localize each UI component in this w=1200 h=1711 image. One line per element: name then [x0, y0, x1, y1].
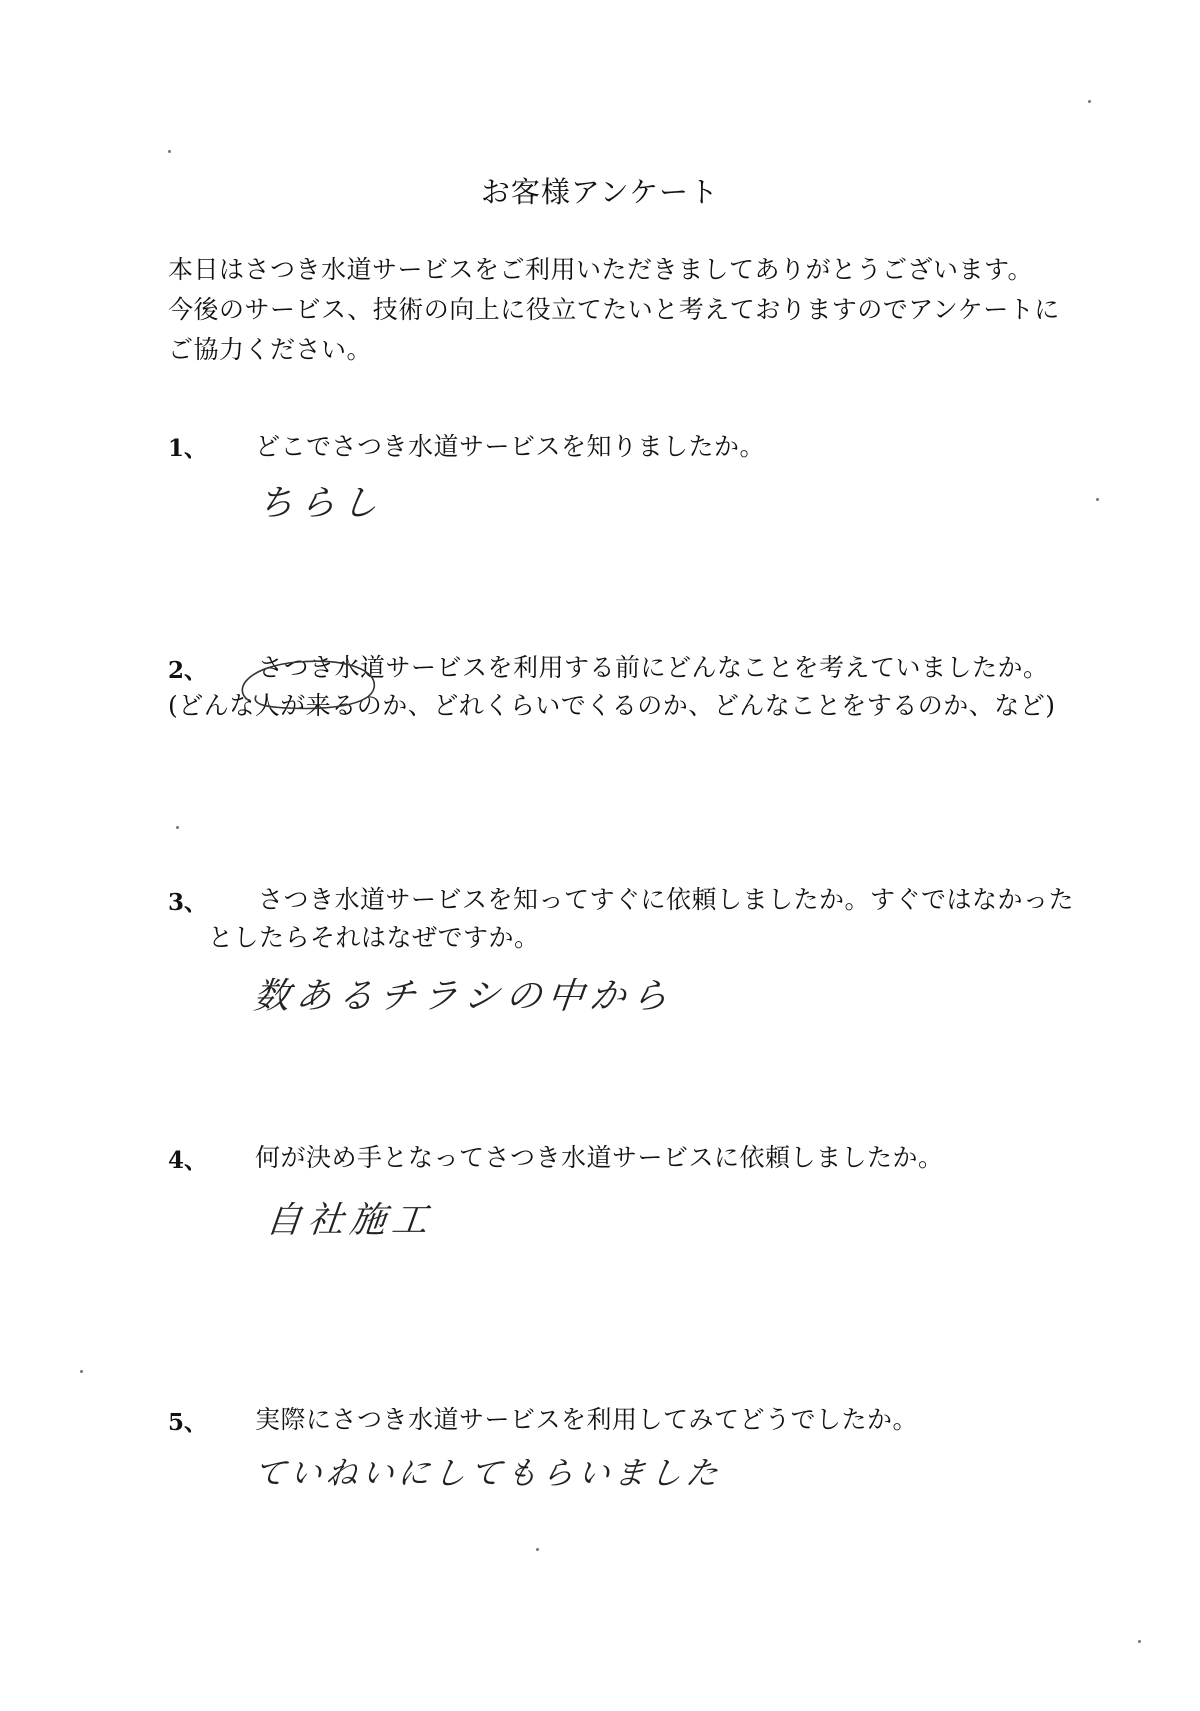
question-4-text: 何が決め手となってさつき水道サービスに依頼しましたか。: [255, 1143, 944, 1172]
question-3-text: さつき水道サービスを知ってすぐに依頼しましたか。すぐではなかった: [258, 885, 1075, 914]
question-2-subtext: (どんな人が来るのか、どれくらいでくるのか、どんなことをするのか、など): [168, 691, 1056, 720]
answer-3-handwritten: 数あるチラシの中から: [251, 976, 676, 1017]
answer-4-handwritten: 自社施工: [263, 1200, 436, 1241]
scan-speck: [1096, 498, 1099, 501]
intro-line-2: 今後のサービス、技術の向上に役立てたいと考えておりますのでアンケートに: [168, 295, 1060, 324]
question-2-text: さつき水道サービスを利用する前にどんなことを考えていましたか。: [258, 653, 1049, 682]
scan-speck: [1088, 100, 1091, 103]
hand-drawn-circle-mark: [228, 648, 388, 718]
answer-5-handwritten: ていねいにしてもらいました: [251, 1454, 724, 1492]
scan-speck: [1138, 1640, 1141, 1643]
scan-speck: [536, 1548, 539, 1551]
question-1-text: どこでさつき水道サービスを知りましたか。: [255, 432, 766, 461]
scan-speck: [80, 1370, 83, 1373]
page-title: お客様アンケート: [480, 175, 720, 209]
question-3-number: 3、: [168, 889, 208, 916]
question-3-text-continued: としたらそれはなぜですか。: [208, 923, 540, 952]
question-2-number: 2、: [168, 657, 208, 684]
question-5-text: 実際にさつき水道サービスを利用してみてどうでしたか。: [255, 1405, 919, 1434]
intro-line-1: 本日はさつき水道サービスをご利用いただきましてありがとうございます。: [168, 255, 1034, 284]
scan-speck: [168, 150, 171, 153]
question-5-number: 5、: [168, 1409, 208, 1436]
question-1-number: 1、: [168, 435, 208, 462]
question-4-number: 4、: [168, 1147, 208, 1174]
intro-line-3: ご協力ください。: [168, 335, 373, 364]
answer-1-handwritten: ちらし: [255, 483, 386, 524]
scan-speck: [176, 826, 179, 829]
